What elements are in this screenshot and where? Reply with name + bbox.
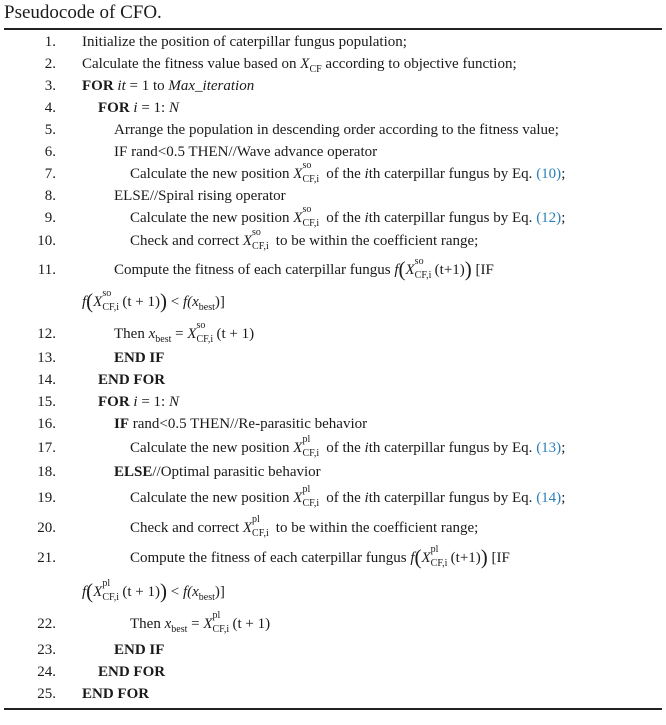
line-text: Then $x_{best} = X$ so CF,i (t + 1) (114, 320, 255, 345)
line-text: Arrange the population in descending order according to the fitness value; (114, 122, 559, 138)
line-text: FOR i = 1: N (98, 394, 179, 410)
line-number: 18. (37, 464, 56, 480)
line-number: 25. (37, 686, 56, 702)
line-text: FOR i = 1: N (98, 100, 179, 116)
line-text: Check and correct X pl CF,i to be within the coefficient range; (130, 514, 479, 539)
line-number: 6. (44, 144, 56, 160)
line-number: 2. (44, 56, 56, 72)
line-number: 3. (44, 78, 56, 94)
line-text: END IF (114, 642, 165, 658)
line-number: 21. (37, 550, 56, 566)
line-number: 15. (37, 394, 56, 410)
line-text: Then $x_{best} = X$ pl CF,i (t + 1) (130, 610, 271, 635)
line-number: 17. (37, 440, 56, 456)
line-text: Calculate the new position X pl CF,i of the ith caterpillar fungus by Eq. (13); (130, 434, 566, 459)
line-text: Compute the fitness of each caterpillar fungus f(X so CF,i (t+1)) [IF (114, 256, 494, 281)
line-number: 9. (44, 210, 56, 226)
figure-title: Pseudocode of CFO. (4, 2, 162, 23)
top-rule (4, 28, 662, 30)
line-text: f(X so CF,i $(t + 1)) < f(x_{best})$] (82, 288, 225, 313)
line-text: END FOR (98, 372, 166, 388)
line-text: Calculate the new position X so CF,i of the ith caterpillar fungus by Eq. (12); (130, 204, 566, 229)
line-text: IF rand<0.5 THEN//Re-parasitic behavior (114, 416, 368, 432)
line-number: 23. (37, 642, 56, 658)
line-text: Calculate the new position X so CF,i of the ith caterpillar fungus by Eq. (10); (130, 160, 566, 185)
line-text: FOR it = 1 to Max_iteration (82, 78, 255, 94)
line-text: ELSE//Spiral rising operator (114, 188, 286, 204)
line-text: Calculate the new position X pl CF,i of the ith caterpillar fungus by Eq. (14); (130, 484, 566, 509)
line-text: ELSE//Optimal parasitic behavior (114, 464, 321, 480)
line-number: 7. (44, 166, 56, 182)
bottom-rule (4, 708, 662, 710)
line-text: Check and correct X so CF,i to be within the coefficient range; (130, 227, 479, 252)
line-number: 20. (37, 520, 56, 536)
line-text: f(X pl CF,i $(t + 1)) < f(x_{best})$] (82, 578, 225, 603)
line-text: END FOR (98, 664, 166, 680)
line-number: 4. (44, 100, 56, 116)
line-text: Calculate the fitness value based on $X_{CF}$ according to objective function; (82, 56, 517, 75)
line-number: 5. (44, 122, 56, 138)
line-number: 12. (37, 326, 56, 342)
line-number: 8. (44, 188, 56, 204)
line-text: Initialize the position of caterpillar fungus population; (82, 34, 407, 50)
line-text: END IF (114, 350, 165, 366)
line-number: 13. (37, 350, 56, 366)
line-number: 22. (37, 616, 56, 632)
line-number: 14. (37, 372, 56, 388)
line-number: 10. (37, 233, 56, 249)
line-number: 1. (44, 34, 56, 50)
line-text: IF rand<0.5 THEN//Wave advance operator (114, 144, 378, 160)
line-number: 19. (37, 490, 56, 506)
line-number: 11. (37, 262, 56, 278)
line-text: Compute the fitness of each caterpillar fungus f(X pl CF,i (t+1)) [IF (130, 544, 510, 569)
line-number: 24. (37, 664, 56, 680)
line-text: END FOR (82, 686, 150, 702)
line-number: 16. (37, 416, 56, 432)
